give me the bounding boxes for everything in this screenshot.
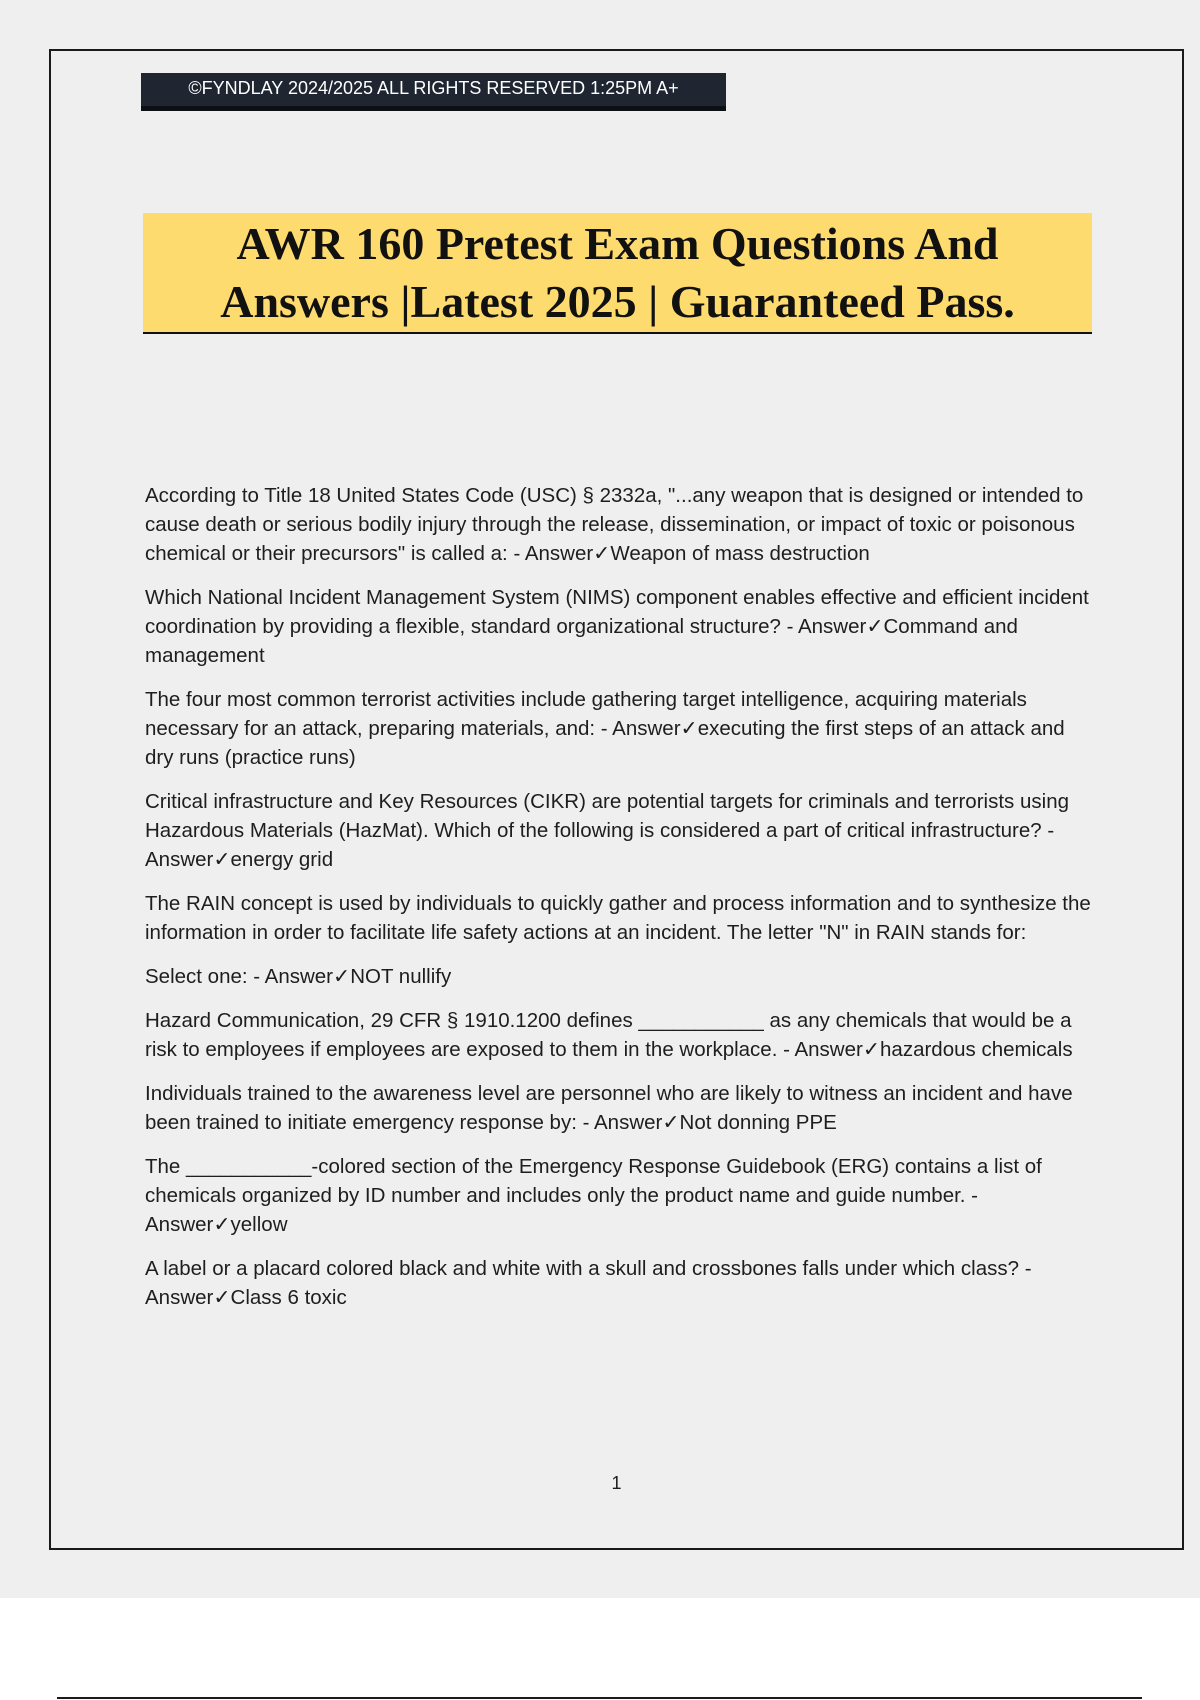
qa-item: The ___________-colored section of the Emergency Response Guidebook (ERG) contains a list of chemicals organized by ID number and includes only the product name and guide number. - Answer✓yellow — [145, 1155, 1042, 1236]
next-page-divider — [57, 1697, 1142, 1699]
qa-item: The RAIN concept is used by individuals to quickly gather and process information and to synthesize the information in order to facilitate life safety actions at an incident. The letter "N" in RAIN stands for: — [145, 892, 1091, 944]
qa-item: A label or a placard colored black and white with a skull and crossbones falls under which class? - Answer✓Class 6 toxic — [145, 1257, 1032, 1309]
qa-item: Individuals trained to the awareness level are personnel who are likely to witness an incident and have been trained to initiate emergency response by: - Answer✓Not donning PPE — [145, 1082, 1073, 1134]
document-title-line-1: AWR 160 Pretest Exam Questions And — [236, 217, 999, 269]
qa-item: Which National Incident Management System (NIMS) component enables effective and efficient incident coordination by providing a flexible, standard organizational structure? - Answer✓Command and management — [145, 586, 1089, 667]
question-answer-list — [145, 481, 1095, 1327]
qa-item: Critical infrastructure and Key Resources (CIKR) are potential targets for criminals and terrorists using Hazardous Materials (HazMat). Which of the following is considered a part of critical infrastructure? - Answer✓energy grid — [145, 790, 1069, 871]
document-title-line-2: Answers |Latest 2025 | Guaranteed Pass. — [220, 275, 1015, 327]
document-title-box — [143, 213, 1092, 334]
qa-item: The four most common terrorist activities include gathering target intelligence, acquiring materials necessary for an attack, preparing materials, and: - Answer✓executing the first steps of an attack and dry runs (practice runs) — [145, 688, 1065, 769]
qa-item: Select one: - Answer✓NOT nullify — [145, 965, 452, 988]
page-number: 1 — [611, 1473, 622, 1493]
copyright-banner: ©FYNDLAY 2024/2025 ALL RIGHTS RESERVED 1:25PM A+ — [141, 73, 726, 111]
qa-item: According to Title 18 United States Code (USC) § 2332a, "...any weapon that is designed or intended to cause death or serious bodily injury through the release, dissemination, or impact of toxic or poisonous chemical or their precursors" is called a: - Answer✓Weapon of mass destruction — [145, 484, 1084, 565]
qa-item: Hazard Communication, 29 CFR § 1910.1200 defines ___________ as any chemicals that would be a risk to employees if employees are exposed to them in the workplace. - Answer✓hazardous chemicals — [145, 1009, 1073, 1061]
